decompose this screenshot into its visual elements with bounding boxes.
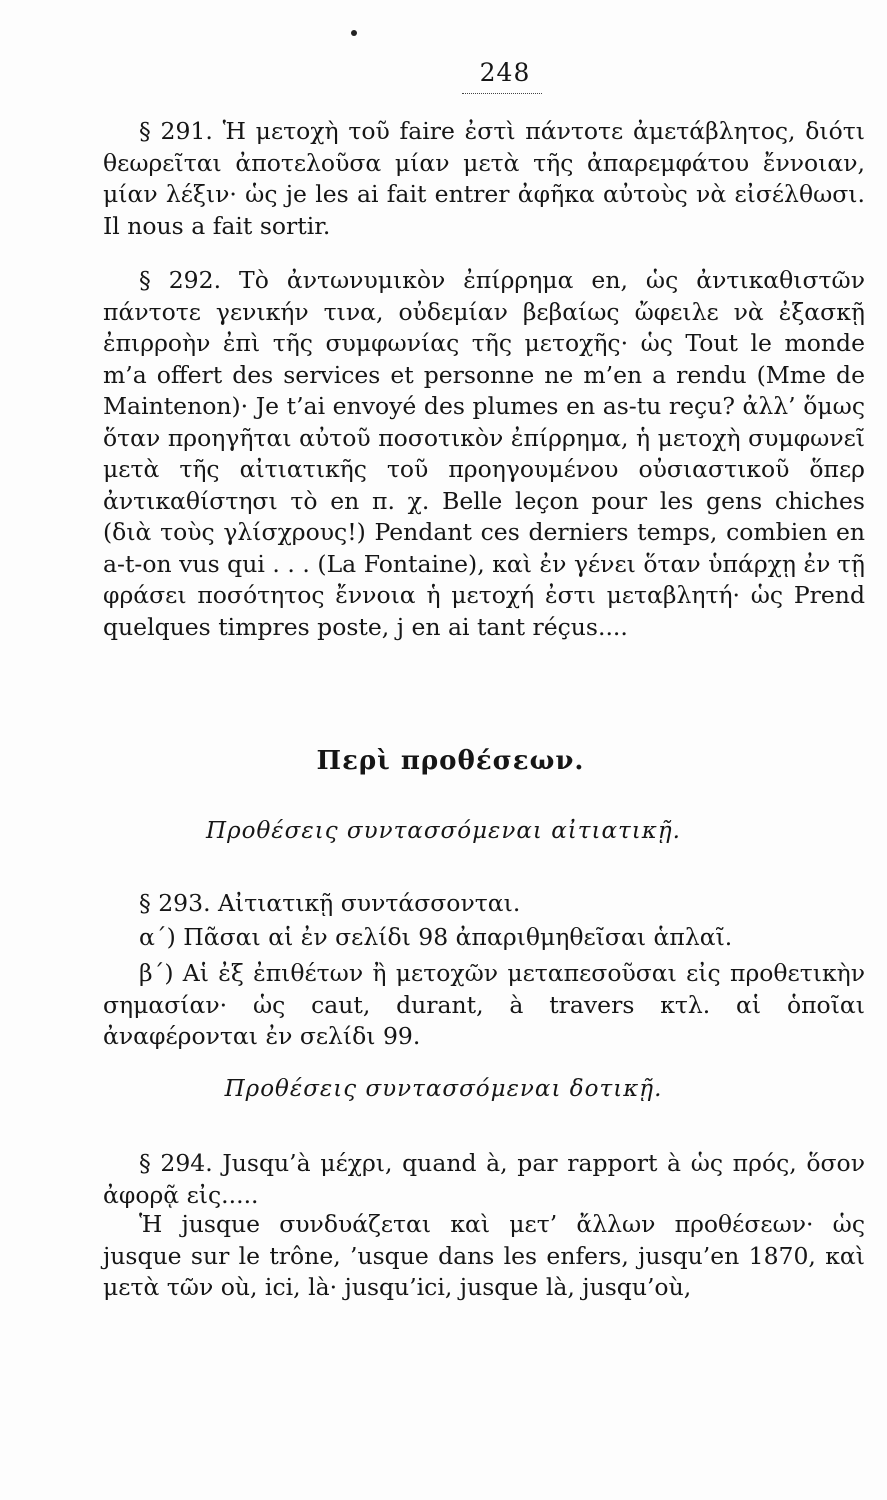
subheading-dative: Προθέσεις συντασσόμεναι δοτικῇ. <box>224 1076 663 1102</box>
paragraph-293-item-b: β΄) Αἱ ἐξ ἐπιθέτων ἢ μετοχῶν μεταπεσοῦσαι εἰς προθετικὴν σημασίαν· ὡς caut, durant, à travers κτλ. αἱ ὁποῖαι ἀναφέρονται ἐν σελίδι 99. <box>103 959 865 1050</box>
paragraph-294-jusque: Ἡ jusque συνδυάζεται καὶ μετ’ ἄλλων προθέσεων· ὡς jusque sur le trône, ’usque dans les enfers, jusqu’en 1870, καὶ μετὰ τῶν où, ici, là· jusqu’ici, jusque là, jusqu’où, <box>103 1210 865 1301</box>
paragraph-291: § 291. Ἡ μετοχὴ τοῦ faire ἐστὶ πάντοτε ἀμετάβλητος, διότι θεωρεῖται ἀποτελοῦσα μίαν μετὰ τῆς ἀπαρεμφάτου ἔννοιαν, μίαν λέξιν· ὡς je les ai fait entrer ἀφῆκα αὐτοὺς νὰ εἰσέλθωσι. Il nous a fait sortir. <box>103 117 865 240</box>
subheading-accusative: Προθέσεις συντασσόμεναι αἰτιατικῇ. <box>206 818 681 844</box>
page-number: 248 <box>479 58 531 87</box>
paragraph-293: § 293. Αἰτιατικῇ συντάσσονται. <box>139 889 521 917</box>
section-heading-prepositions: Περὶ προθέσεων. <box>316 746 585 776</box>
page-number-rule <box>462 93 542 94</box>
printer-dot <box>351 30 357 36</box>
paragraph-293-item-a: α΄) Πᾶσαι αἱ ἐν σελίδι 98 ἀπαριθμηθεῖσαι ἁπλαῖ. <box>139 923 733 951</box>
paragraph-294: § 294. Jusqu’à μέχρι, quand à, par rapport à ὡς πρός, ὅσον ἀφορᾷ εἰς..... <box>103 1149 865 1209</box>
paragraph-292: § 292. Τὸ ἀντωνυμικὸν ἐπίρρημα en, ὡς ἀντικαθιστῶν πάντοτε γενικήν τινα, οὐδεμίαν βεβαίως ὤφειλε νὰ ἐξασκῇ ἐπιρροὴν ἐπὶ τῆς συμφωνίας τῆς μετοχῆς· ὡς Tout le monde m’a offert des services et personne ne m’en a rendu (Mme de Maintenon)· Je t’ai envoyé des plumes en as-tu reçu? ἀλλ’ ὅμως ὅταν προηγῆται αὐτοῦ ποσοτικὸν ἐπίρρημα, ἡ μετοχὴ συμφωνεῖ μετὰ τῆς αἰτιατικῆς τοῦ προηγουμένου οὐσιαστικοῦ ὅπερ ἀντικαθίστησι τὸ en π. χ. Belle leçon pour les gens chiches (διὰ τοὺς γλίσχρους!) Pendant ces derniers temps, combien en a-t-on vus qui . . . (La Fontaine), καὶ ἐν γένει ὅταν ὑπάρχῃ ἐν τῇ φράσει ποσότητος ἔννοια ἡ μετοχή ἐστι μεταβλητή· ὡς Prend quelques timpres poste, j en ai tant réçus.... <box>103 266 865 641</box>
